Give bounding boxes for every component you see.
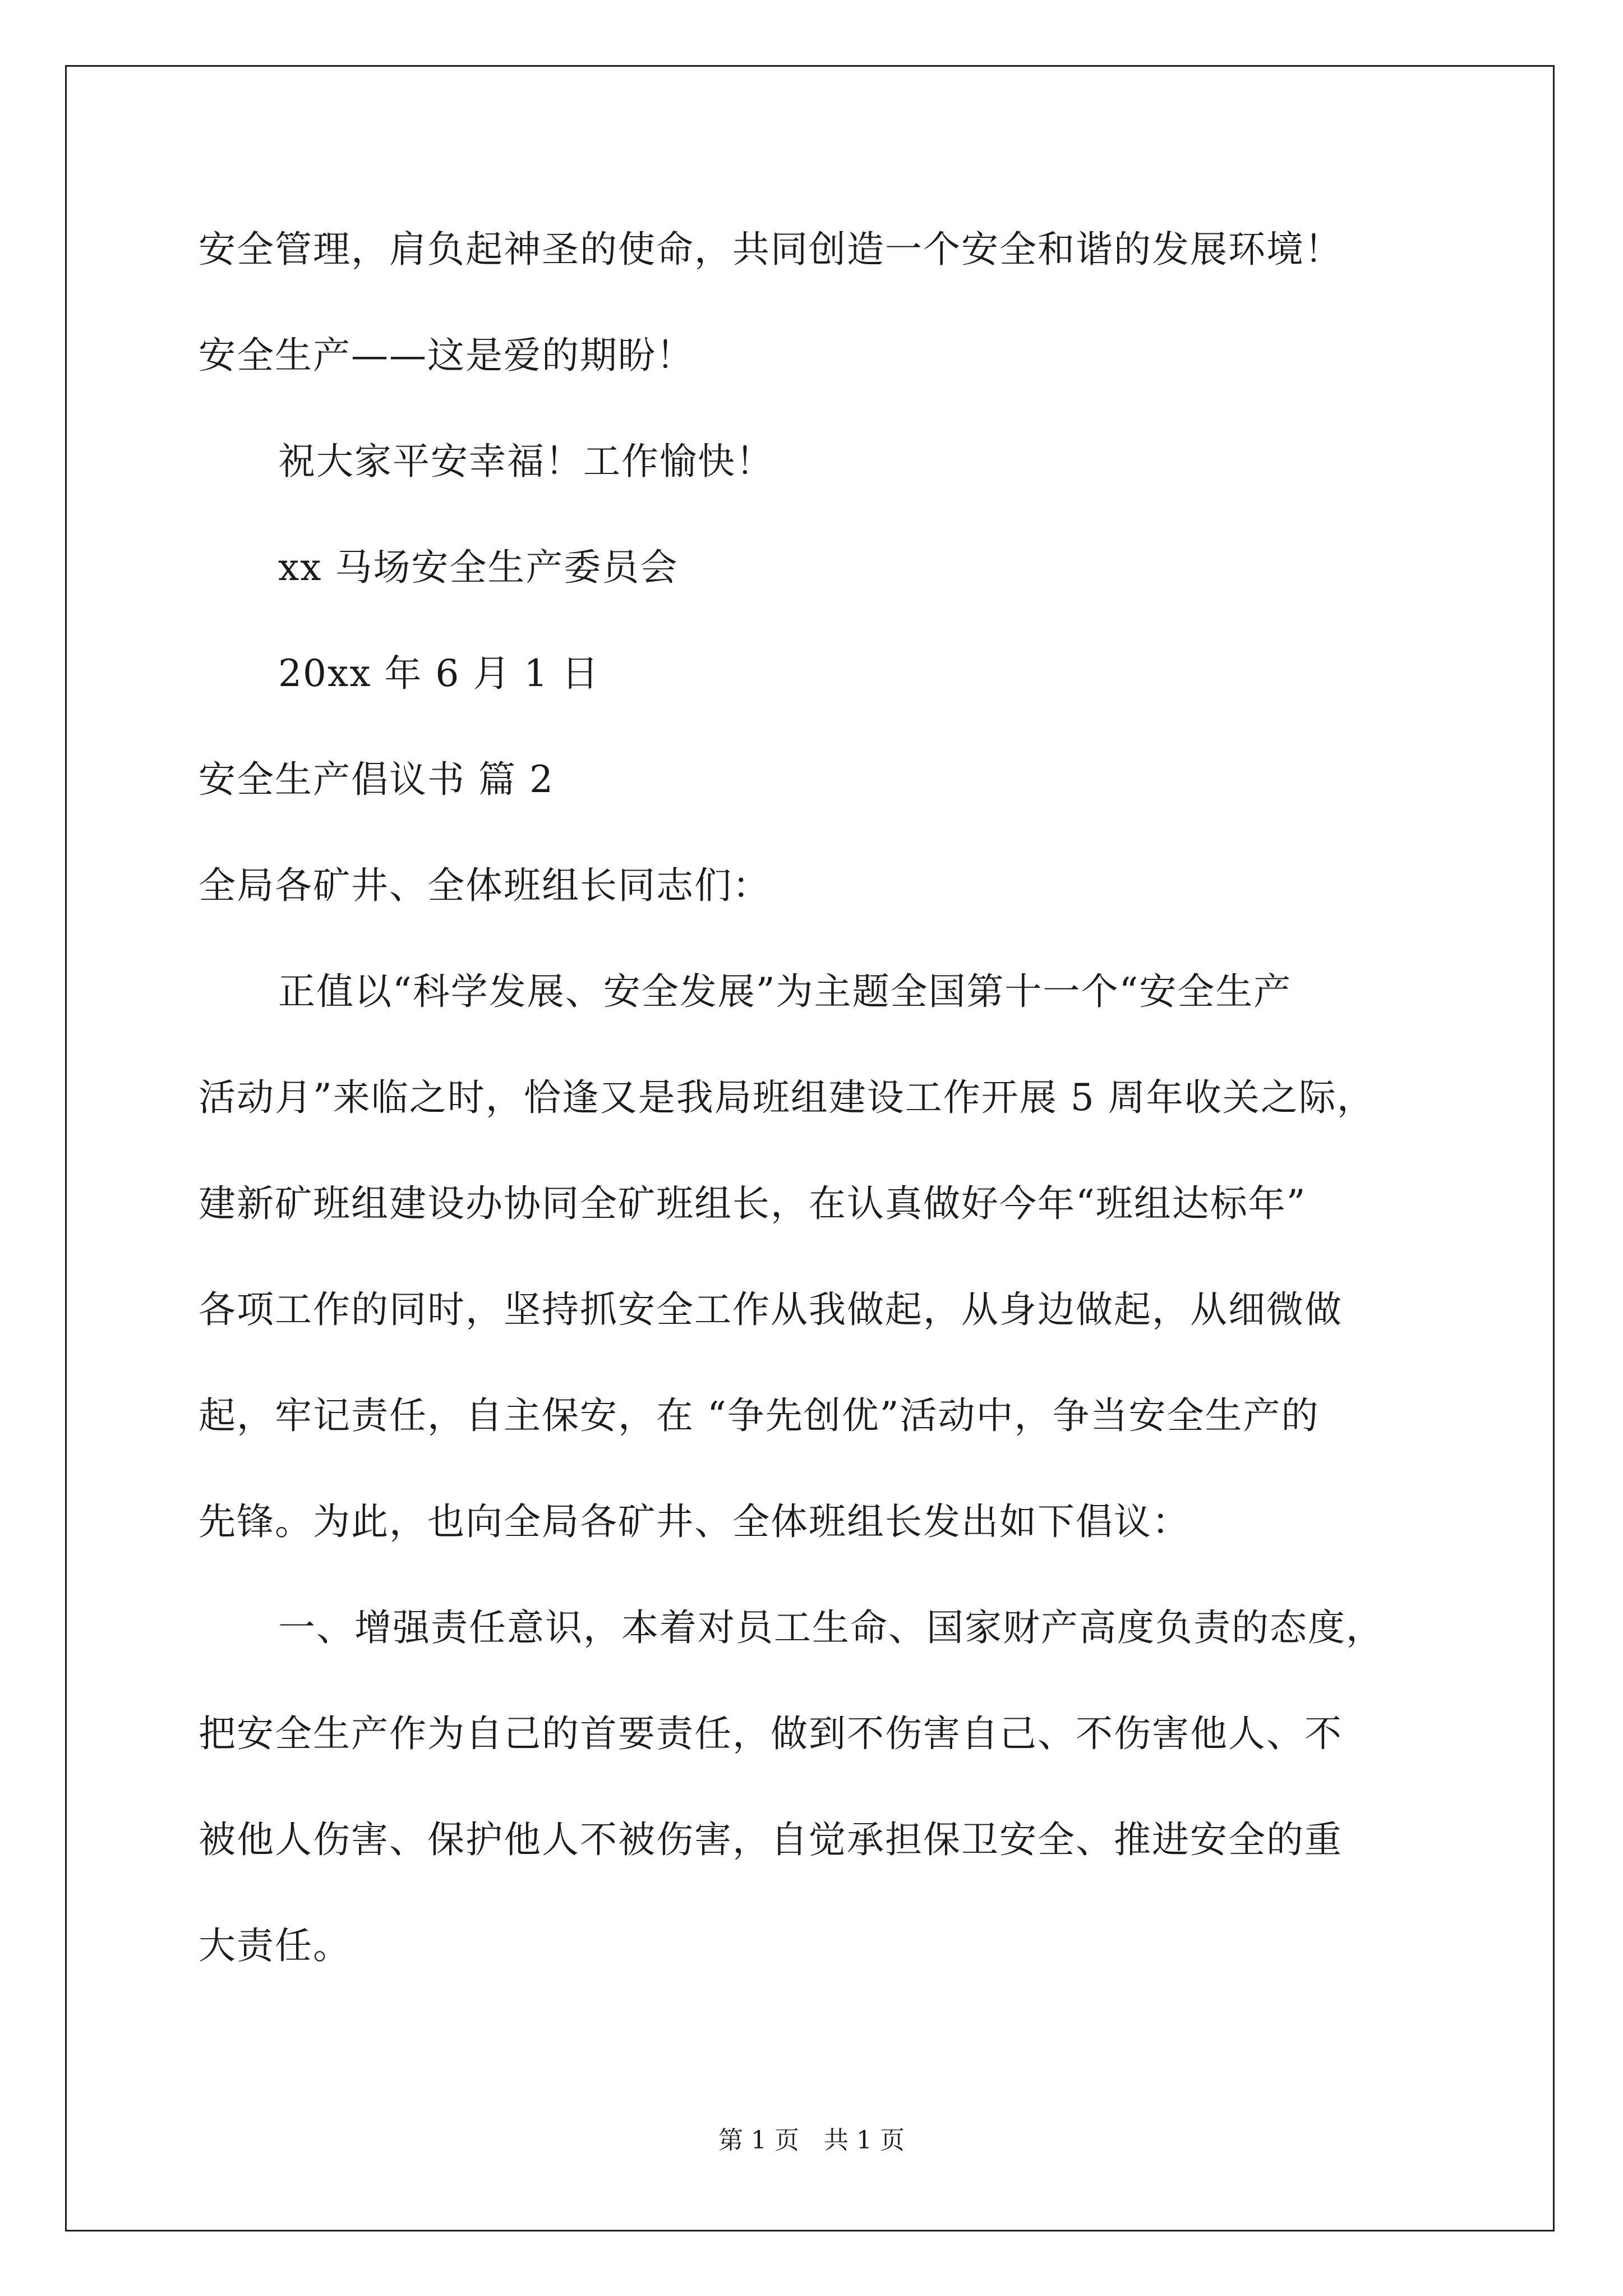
- text-line-10: 建新矿班组建设办协同全矿班组长，在认真做好今年“班组达标年”: [199, 1182, 1307, 1225]
- text-line-16: 被他人伤害、保护他人不被伤害，自觉承担保卫安全、推进安全的重: [199, 1818, 1343, 1861]
- text-line-9: 活动月”来临之时，恰逢又是我局班组建设工作开展 5 周年收关之际，: [199, 1076, 1375, 1119]
- text-line-12: 起，牢记责任，自主保安，在 “争先创优”活动中，争当安全生产的: [199, 1394, 1320, 1437]
- text-line-1: 安全管理，肩负起神圣的使命，共同创造一个安全和谐的发展环境！: [199, 228, 1343, 271]
- text-line-2: 安全生产——这是爱的期盼！: [199, 334, 694, 377]
- text-line-8: 正值以“科学发展、安全发展”为主题全国第十一个“安全生产: [278, 970, 1292, 1013]
- text-line-13: 先锋。为此，也向全局各矿井、全体班组长发出如下倡议：: [199, 1500, 1190, 1543]
- page-footer: 第 1 页 共 1 页: [718, 2126, 905, 2155]
- page-border: [65, 65, 1555, 2231]
- salutation: 全局各矿井、全体班组长同志们：: [199, 864, 771, 907]
- text-line-15: 把安全生产作为自己的首要责任，做到不伤害自己、不伤害他人、不: [199, 1712, 1343, 1755]
- section-heading: 安全生产倡议书 篇 2: [199, 758, 554, 801]
- text-line-4: xx 马场安全生产委员会: [278, 546, 679, 589]
- text-line-17: 大责任。: [199, 1924, 351, 1967]
- text-line-11: 各项工作的同时，坚持抓安全工作从我做起，从身边做起，从细微做: [199, 1288, 1343, 1331]
- text-line-3: 祝大家平安幸福！工作愉快！: [278, 440, 774, 483]
- text-line-14: 一、增强责任意识，本着对员工生命、国家财产高度负责的态度，: [278, 1606, 1384, 1649]
- text-line-5: 20xx 年 6 月 1 日: [278, 652, 600, 695]
